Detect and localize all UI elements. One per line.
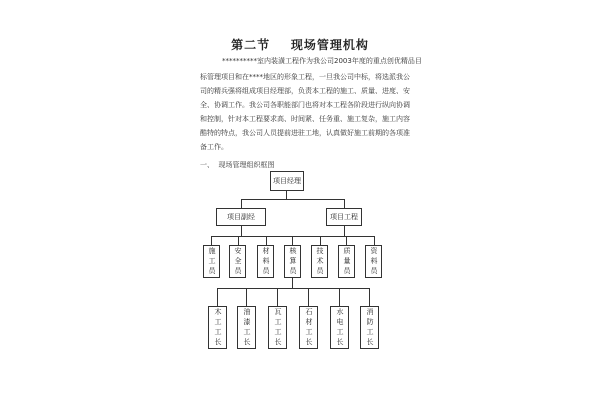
org-node-foreman xyxy=(330,306,349,349)
connector xyxy=(344,226,345,236)
connector xyxy=(241,199,242,208)
connector xyxy=(217,288,370,289)
org-node-department xyxy=(257,245,274,278)
org-node-foreman xyxy=(299,306,318,349)
org-node-deputy-manager: 项目副经 xyxy=(216,208,266,226)
org-node-project-manager: 项目经理 xyxy=(270,171,304,191)
org-node-label: 消防工长 xyxy=(366,307,374,348)
org-node-label: 安全员 xyxy=(234,246,242,277)
connector xyxy=(246,288,247,306)
intro-line-7: 备工作。 xyxy=(200,143,228,151)
org-node-department xyxy=(284,245,301,278)
intro-line-1: **********室内装潢工程作为我公司2003年度的重点创优精品目 xyxy=(222,57,422,65)
org-node-label: 木工工长 xyxy=(214,307,222,348)
connector xyxy=(217,288,218,306)
org-node-foreman xyxy=(268,306,287,349)
section-title: 第二节 现场管理机构 xyxy=(231,38,369,52)
org-node-label: 材料员 xyxy=(262,246,270,277)
intro-line-5: 和控制，针对本工程要求高、时间紧、任务重、施工复杂，施工内容 xyxy=(200,115,410,123)
org-node-label: 油漆工长 xyxy=(243,307,251,348)
org-node-department xyxy=(365,245,382,278)
intro-line-6: 酷特的特点，我公司人员提前进驻工地，认真做好施工前期的各项准 xyxy=(200,129,410,137)
org-node-label: 瓦工工长 xyxy=(274,307,282,348)
org-node-department xyxy=(203,245,220,278)
intro-line-4: 全、协调工作。我公司各职能部门也将对本工程各阶段进行纵向协调 xyxy=(200,101,410,109)
org-node-label: 资料员 xyxy=(370,246,378,277)
org-node-label: 质量员 xyxy=(343,246,351,277)
connector xyxy=(292,278,293,288)
org-node-department xyxy=(311,245,328,278)
org-node-label: 施工员 xyxy=(208,246,216,277)
org-chart-heading: 一、 现场管理组织框图 xyxy=(200,161,275,169)
connector xyxy=(277,288,278,306)
org-node-label: 水电工长 xyxy=(336,307,344,348)
org-node-foreman xyxy=(237,306,256,349)
org-node-department xyxy=(338,245,355,278)
connector xyxy=(339,288,340,306)
connector xyxy=(369,288,370,306)
org-node-foreman xyxy=(208,306,227,349)
connector xyxy=(286,190,287,199)
connector xyxy=(241,199,345,200)
intro-line-2: 标管理项目和在****地区的形象工程，一旦我公司中标，将选派我公 xyxy=(200,73,410,81)
org-node-label: 石材工长 xyxy=(305,307,313,348)
org-node-project-engineer: 项目工程 xyxy=(326,208,362,226)
connector xyxy=(241,226,242,236)
org-node-label: 核算员 xyxy=(289,246,297,277)
org-node-department xyxy=(229,245,246,278)
intro-line-3: 司的精兵强将组成项目经理部，负责本工程的施工、质量、进度、安 xyxy=(200,87,410,95)
org-node-foreman xyxy=(360,306,379,349)
connector xyxy=(211,236,375,237)
org-node-label: 技术员 xyxy=(316,246,324,277)
connector xyxy=(308,288,309,306)
connector xyxy=(344,199,345,208)
